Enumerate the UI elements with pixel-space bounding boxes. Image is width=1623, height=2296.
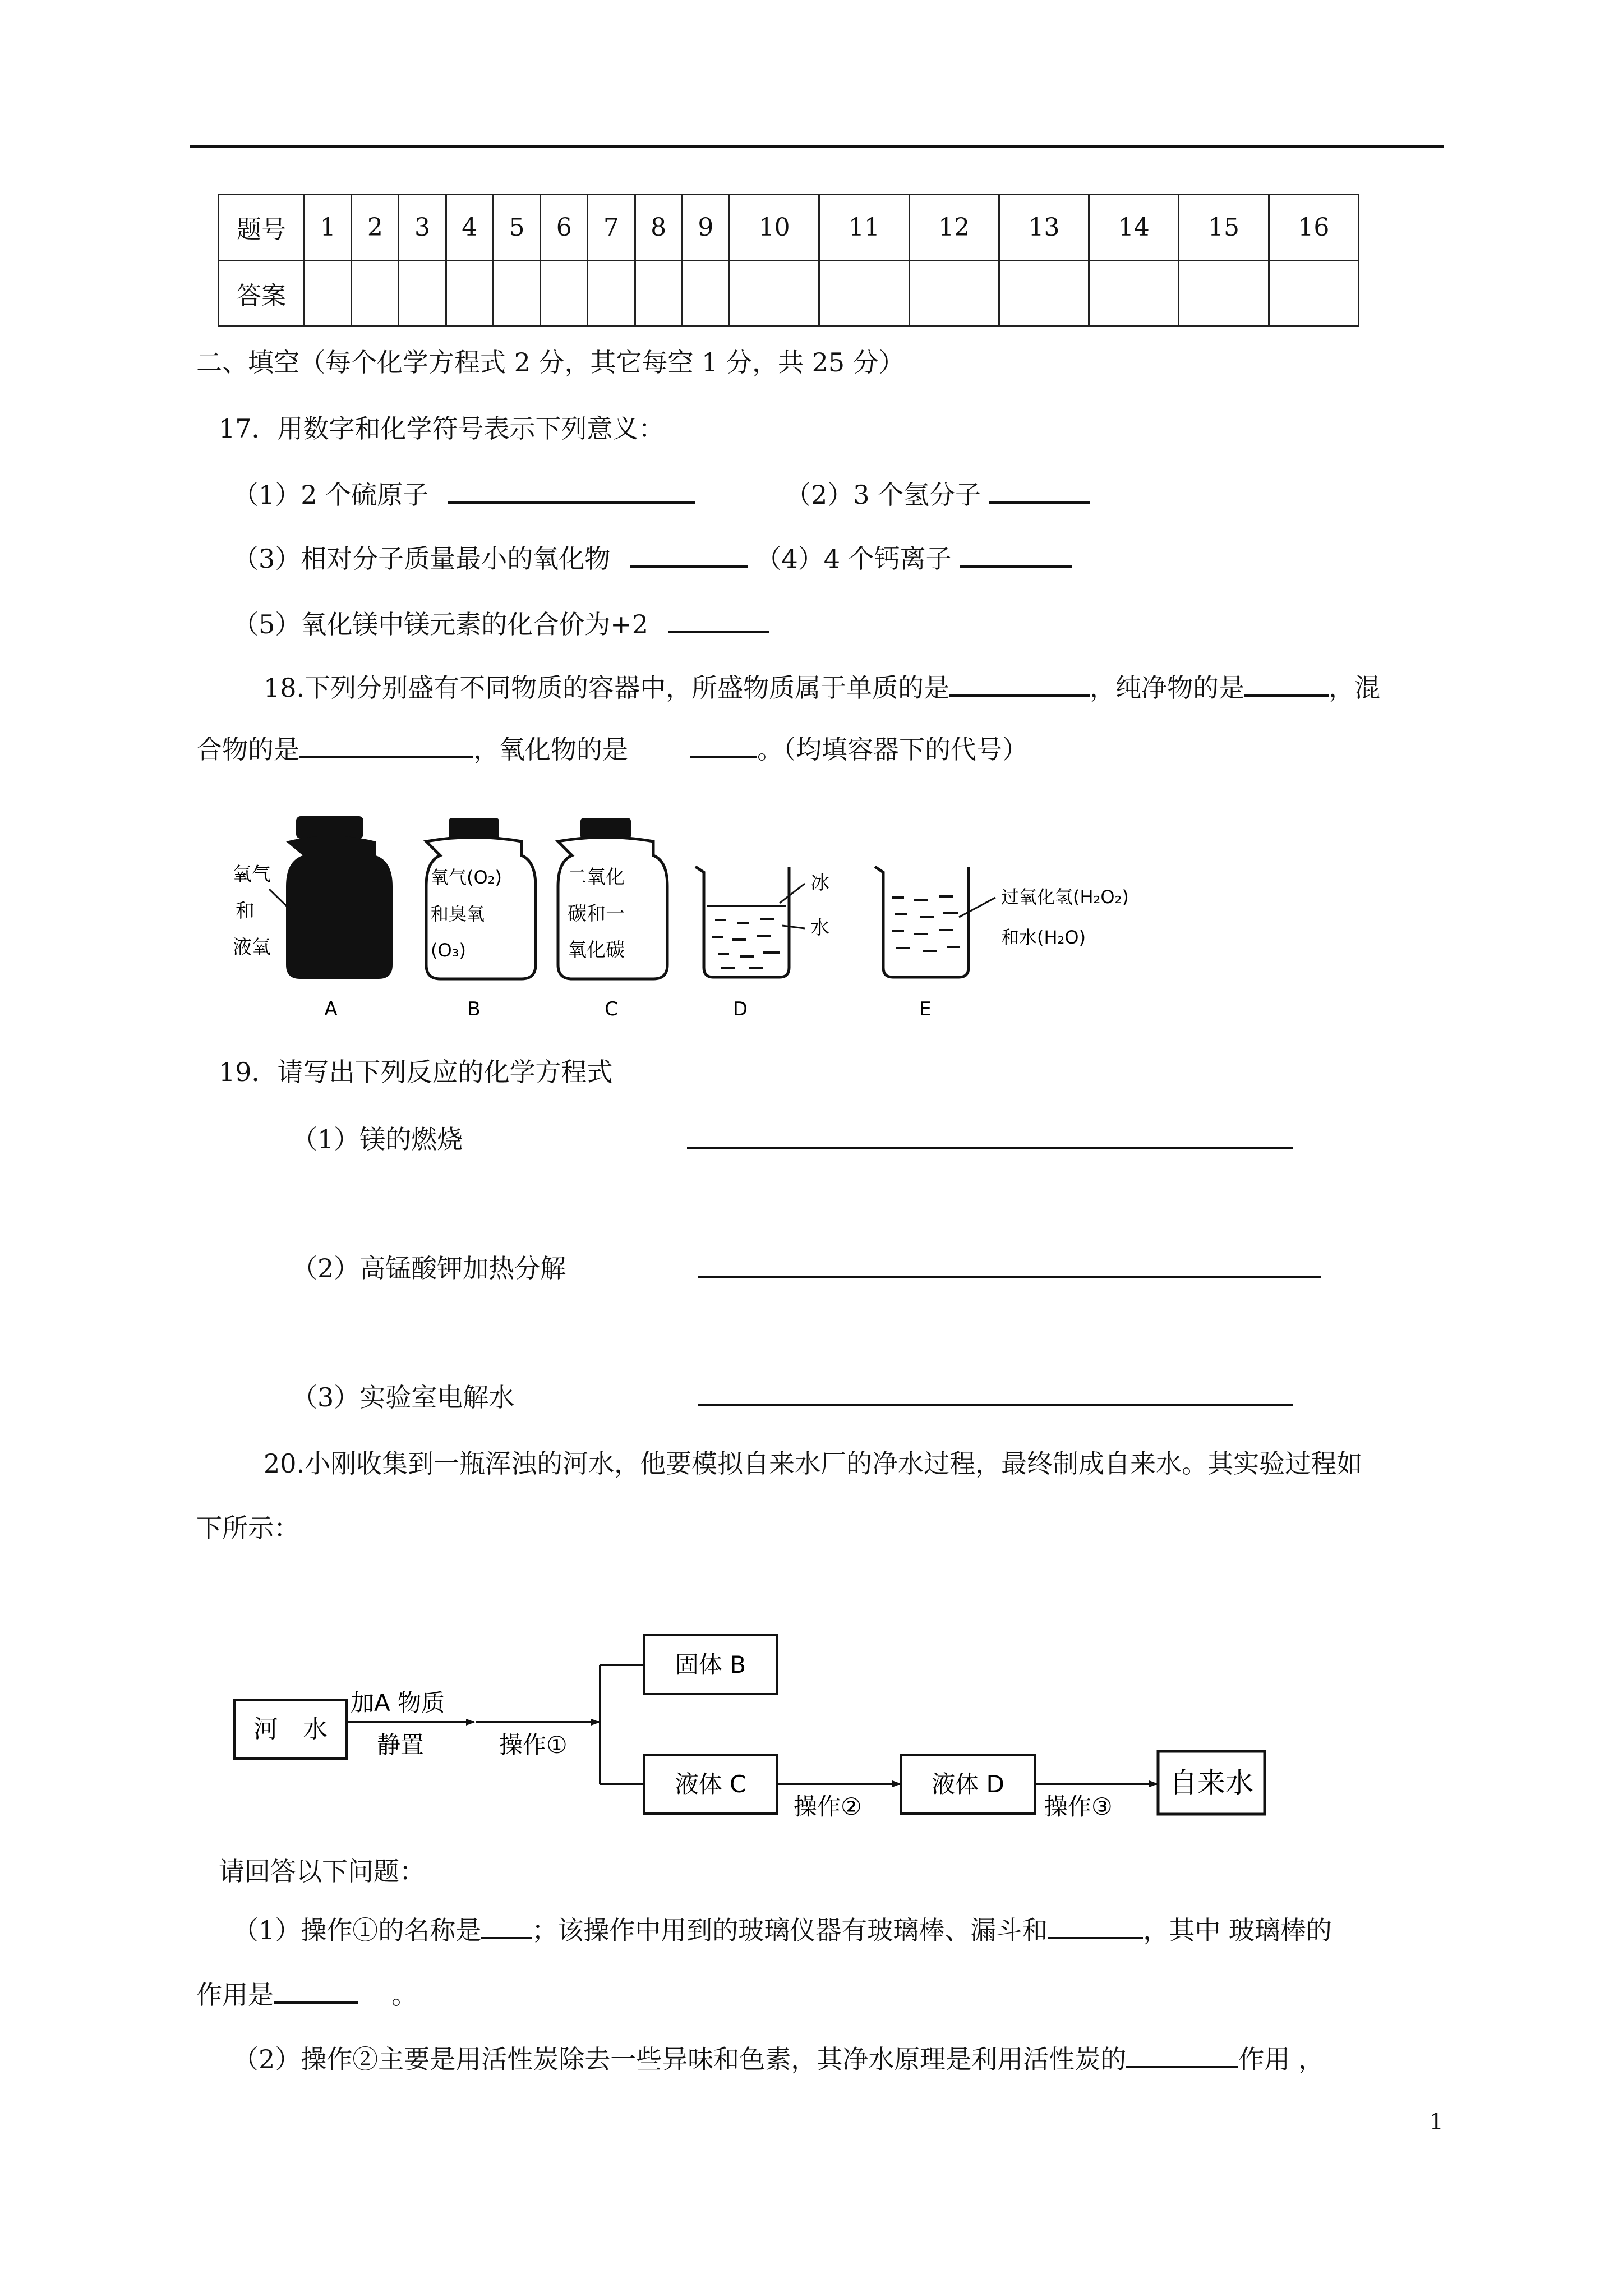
container-b-label: 氧气(O₂): [431, 867, 502, 888]
container-e-label: 和水(H₂O): [1001, 927, 1086, 948]
q20-part2-line1: [233, 2039, 1324, 2076]
q19-part2: （2）高锰酸钾加热分解: [292, 1253, 566, 1283]
question-number-cell: 14: [1089, 195, 1179, 261]
q17-part4-text: （4）4 个钙离子: [755, 544, 952, 574]
op3-label: 操作③: [1044, 1793, 1113, 1820]
q18-text: 18.下列分别盛有不同物质的容器中，所盛物质属于单质的是: [264, 673, 950, 703]
q19-stem: 19．请写出下列反应的化学方程式: [219, 1057, 613, 1087]
op1-label: 操作①: [499, 1731, 568, 1759]
q20-line1: 20.小刚收集到一瓶浑浊的河水，他要模拟自来水厂的净水过程，最终制成自来水。其实验过程如: [264, 1448, 1363, 1479]
answer-blank[interactable]: [1048, 1915, 1143, 1939]
question-number-cell: 8: [635, 195, 682, 261]
q19-part3: （3）实验室电解水: [292, 1382, 515, 1412]
container-d-label: 冰: [810, 872, 829, 894]
q18-text: ，纯净物的是: [1090, 673, 1245, 703]
q20-text: 作用 ，: [1238, 2044, 1324, 2074]
question-number-cell: 12: [909, 195, 999, 261]
q20-text: 。: [391, 1980, 417, 2010]
container-b-label: 和臭氧: [431, 903, 485, 924]
container-a-label: 液氧: [233, 936, 271, 959]
liquid-c-label: 液体 C: [675, 1770, 746, 1798]
q20-text: 作用是: [196, 1980, 274, 2010]
q18-text: 合物的是: [196, 734, 299, 765]
container-letter: C: [605, 998, 618, 1020]
question-number-cell: 2: [352, 195, 399, 261]
container-a-label: 和: [236, 900, 255, 922]
question-number-cell: 7: [588, 195, 635, 261]
question-number-cell: 10: [729, 195, 819, 261]
row-label-number: 题号: [219, 195, 305, 261]
q18-text: ，氧化物的是: [473, 734, 628, 765]
q20-line2: 下所示：: [196, 1513, 299, 1543]
answer-blank[interactable]: [481, 1915, 532, 1939]
row-label-answer: 答案: [219, 260, 305, 326]
container-letter: D: [732, 998, 748, 1020]
op2-label: 操作②: [794, 1793, 862, 1820]
q17-part2-text: （2）3 个氢分子: [785, 480, 981, 510]
add-a-label: 加A 物质: [351, 1689, 445, 1717]
solid-b-label: 固体 B: [675, 1651, 746, 1678]
q17-part1-text: （1）2 个硫原子: [233, 480, 429, 510]
q17-part3-text: （3）相对分子质量最小的氧化物: [233, 544, 611, 574]
container-letter: E: [919, 998, 932, 1020]
settle-label: 静置: [377, 1731, 425, 1759]
question-number-cell: 15: [1179, 195, 1269, 261]
container-b-label: (O₃): [431, 940, 466, 961]
q18-text: ，混: [1329, 673, 1381, 703]
question-number-cell: 11: [819, 195, 909, 261]
question-number-cell: 5: [493, 195, 540, 261]
q17-stem: 17．用数字和化学符号表示下列意义：: [219, 413, 665, 444]
q20-text: （1）操作①的名称是: [233, 1915, 482, 1945]
q20-part1-line2: [196, 1975, 417, 2012]
container-c-label: 碳和一: [568, 903, 625, 925]
answer-intro: 请回答以下问题：: [219, 1856, 425, 1887]
container-letter: B: [467, 998, 481, 1020]
container-letter: A: [324, 998, 338, 1020]
question-number-cell: 6: [541, 195, 588, 261]
container-e-label: 过氧化氢(H₂O₂): [1001, 886, 1129, 908]
liquid-d-label: 液体 D: [932, 1770, 1004, 1798]
tap-water-label: 自来水: [1169, 1766, 1253, 1799]
question-number-cell: 1: [305, 195, 352, 261]
question-number-cell: 3: [399, 195, 446, 261]
river-label: 河 水: [253, 1715, 328, 1743]
q20-part1-line1: [233, 1910, 1332, 1947]
answer-blank[interactable]: [1126, 2044, 1238, 2068]
answer-blank[interactable]: [274, 1979, 358, 2004]
page-number: 1: [1429, 2109, 1444, 2135]
question-number-cell: 16: [1269, 195, 1358, 261]
q19-part1: （1）镁的燃烧: [292, 1124, 463, 1154]
question-number-cell: 13: [999, 195, 1089, 261]
q20-text: ；该操作中用到的玻璃仪器有玻璃棒、漏斗和: [532, 1915, 1048, 1945]
q20-text: （2）操作②主要是用活性炭除去一些异味和色素，其净水原理是利用活性炭的: [233, 2044, 1127, 2074]
q18-text: 。（均填容器下的代号）: [757, 734, 1028, 765]
section-title: 二、填空（每个化学方程式 2 分，其它每空 1 分，共 25 分）: [196, 347, 905, 378]
container-a-label: 氧气: [233, 863, 271, 886]
question-number-cell: 4: [446, 195, 493, 261]
question-number-cell: 9: [682, 195, 729, 261]
q17-part5-text: （5）氧化镁中镁元素的化合价为+2: [233, 609, 649, 639]
container-d-label: 水: [810, 917, 829, 939]
q20-text: ，其中 玻璃棒的: [1143, 1915, 1332, 1945]
container-c-label: 二氧化: [568, 866, 625, 889]
container-c-label: 氧化碳: [568, 939, 625, 961]
